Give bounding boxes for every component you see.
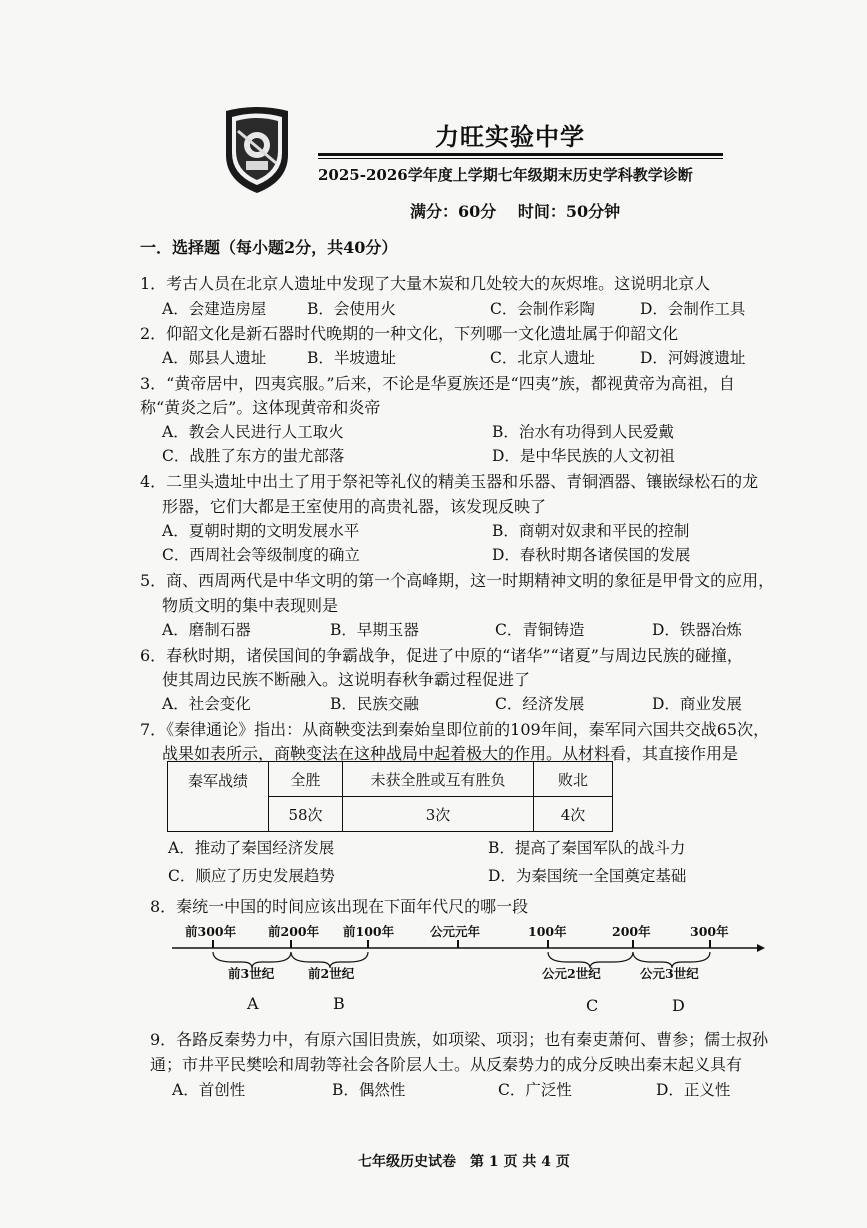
option: C．战胜了东方的蚩尤部落 <box>162 447 345 465</box>
title-rule-thin <box>318 158 723 159</box>
option: C．北京人遗址 <box>490 349 595 367</box>
option: A．首创性 <box>172 1081 246 1099</box>
table-cell: 全胜 <box>269 762 343 797</box>
option: B．会使用火 <box>307 300 396 318</box>
table-cell: 4次 <box>534 797 613 832</box>
timeline-option-letter: B <box>333 994 345 1013</box>
question-5-cont: 物质文明的集中表现则是 <box>162 596 339 615</box>
option: C．会制作彩陶 <box>490 300 595 318</box>
table-cell: 58次 <box>269 797 343 832</box>
option: D．为秦国统一全国奠定基础 <box>488 867 687 885</box>
table-row <box>168 762 613 797</box>
question-8: 8．秦统一中国的时间应该出现在下面年代尺的哪一段 <box>150 897 529 916</box>
question-4-cont: 形器，它们大都是王室使用的高贵礼器，该发现反映了 <box>162 497 547 516</box>
option: D．会制作工具 <box>640 300 746 318</box>
timeline-span-label: 公元3世纪 <box>640 966 699 981</box>
option: B．商朝对奴隶和平民的控制 <box>492 522 690 540</box>
question-9-cont: 通；市井平民樊哙和周勃等社会各阶层人士。从反秦势力的成分反映出秦末起义具有 <box>150 1055 743 1074</box>
table-cell: 败北 <box>534 762 613 797</box>
timeline-span-label: 前3世纪 <box>228 966 275 981</box>
option: B．民族交融 <box>330 695 419 713</box>
option: D．春秋时期各诸侯国的发展 <box>492 546 691 564</box>
timeline-tick-label: 前200年 <box>268 924 320 939</box>
timeline-tick-label: 300年 <box>690 924 729 939</box>
title-rule <box>318 153 723 156</box>
timeline-tick-label: 200年 <box>612 924 651 939</box>
option: A．教会人民进行人工取火 <box>162 423 344 441</box>
option: C．青铜铸造 <box>495 621 585 639</box>
option: A．社会变化 <box>162 695 251 713</box>
question-7: 7．《秦律通论》指出：从商鞅变法到秦始皇即位前的109年间，秦军同六国共交战65次， <box>140 720 770 739</box>
option: C．顺应了历史发展趋势 <box>168 867 335 885</box>
timeline-span-label: 公元2世纪 <box>542 966 601 981</box>
option: A．会建造房屋 <box>162 300 267 318</box>
section-title: 一．选择题（每小题2分，共40分） <box>140 238 398 257</box>
timeline-tick-label: 前300年 <box>185 924 237 939</box>
option: B．半坡遗址 <box>307 349 396 367</box>
option: D．是中华民族的人文初祖 <box>492 447 675 465</box>
option: A．郧县人遗址 <box>162 349 267 367</box>
question-3-cont: 称“黄炎之后”。这体现黄帝和炎帝 <box>140 398 381 417</box>
question-4: 4．二里头遗址中出土了用于祭祀等礼仪的精美玉器和乐器、青铜酒器、镶嵌绿松石的龙 <box>140 472 759 491</box>
question-1: 1．考古人员在北京人遗址中发现了大量木炭和几处较大的灰烬堆。这说明北京人 <box>140 274 711 293</box>
option: B．早期玉器 <box>330 621 419 639</box>
option: A．夏朝时期的文明发展水平 <box>162 522 360 540</box>
question-2: 2．仰韶文化是新石器时代晚期的一种文化，下列哪一文化遗址属于仰韶文化 <box>140 324 679 343</box>
option: D．商业发展 <box>652 695 742 713</box>
option: D．河姆渡遗址 <box>640 349 746 367</box>
timeline-span-label: 前2世纪 <box>308 966 355 981</box>
option: B．治水有功得到人民爱戴 <box>492 423 674 441</box>
timeline-option-letter: C <box>586 996 599 1015</box>
option: C．经济发展 <box>495 695 585 713</box>
question-7-cont: 战果如表所示，商鞅变法在这种战局中起着极大的作用。从材料看，其直接作用是 <box>162 744 739 763</box>
option: C．西周社会等级制度的确立 <box>162 546 360 564</box>
school-name: 力旺实验中学 <box>435 122 585 151</box>
table-cell: 3次 <box>343 797 534 832</box>
question-5: 5．商、西周两代是中华文明的第一个高峰期，这一时期精神文明的象征是甲骨文的应用， <box>140 571 775 590</box>
page-footer: 七年级历史试卷 第 1 页 共 4 页 <box>358 1154 570 1170</box>
option: C．广泛性 <box>498 1081 572 1099</box>
timeline-tick-label: 前100年 <box>343 924 395 939</box>
question-6: 6．春秋时期，诸侯国间的争霸战争，促进了中原的“诸华”“诸夏”与周边民族的碰撞， <box>140 646 743 665</box>
option: D．正义性 <box>656 1081 731 1099</box>
option: A．推动了秦国经济发展 <box>168 839 335 857</box>
exam-meta: 满分：60分 时间：50分钟 <box>410 202 621 221</box>
exam-title: 2025-2026学年度上学期七年级期末历史学科教学诊断 <box>318 166 693 184</box>
option: D．铁器冶炼 <box>652 621 742 639</box>
question-3: 3．“黄帝居中，四夷宾服。”后来，不论是华夏族还是“四夷”族，都视黄帝为高祖，自 <box>140 374 735 393</box>
question-9: 9．各路反秦势力中，有原六国旧贵族，如项梁、项羽；也有秦吏萧何、曹参；儒士叔孙 <box>150 1030 769 1049</box>
question-6-cont: 使其周边民族不断融入。这说明春秋争霸过程促进了 <box>162 670 531 689</box>
timeline-tick-label: 公元元年 <box>430 924 481 939</box>
option: B．提高了秦国军队的战斗力 <box>488 839 686 857</box>
timeline-option-letter: A <box>247 994 259 1013</box>
table-cell: 秦军战绩 <box>168 762 269 832</box>
battle-record-table <box>167 761 613 832</box>
option: A．磨制石器 <box>162 621 251 639</box>
table-cell: 未获全胜或互有胜负 <box>343 762 534 797</box>
school-crest-icon <box>222 105 292 195</box>
timeline-tick-label: 100年 <box>528 924 567 939</box>
option: B．偶然性 <box>332 1081 406 1099</box>
timeline-option-letter: D <box>672 996 685 1015</box>
